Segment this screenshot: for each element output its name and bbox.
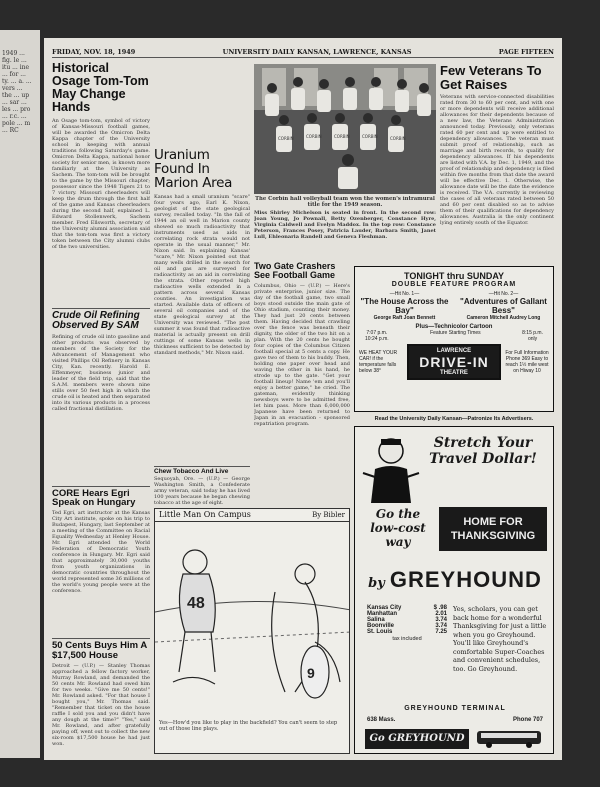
svg-text:CORBIN: CORBIN — [390, 136, 406, 141]
fare-table — [367, 605, 447, 642]
terminal-phone: Phone 707 — [512, 717, 543, 723]
article-uranium: Kansas had a small uranium "scare" four years ago, Earl K. Nixon, geologist of the state geological survey, recalled today. "In the fall of 1944 an oil well in Marion county showed so much radioactivity that instruments used as aids in correlating rock strata would not operate in the usual manner," Mr. Nixon said. In explaining Kansas' "scare," Mr. Nixon pointed out that many wells drilled in the search for oil and gas are surveyed for radioactivity as an aid in correlating the strata. Other reported high radioactive wells extended in a pattern across several Kansas counties. An investigation was started. Available data of officers of several oil companies and of the state geological survey at the University was reviewed. "The post summer it was found that radioactive material is actually present on drill cuttings of some Kansas wells in thickness sufficient to be detected by standard methods," Mr. Nixon said. — [154, 193, 250, 356]
headline-uranium: Uranium Found In Marion Area — [154, 148, 233, 192]
headline-fifty-cents: 50 Cents Buys Him A $17,500 House — [52, 640, 147, 662]
photo-caption-title: The Corbin hall volleyball team won the women's intramural title for the 1949 season. — [255, 196, 435, 208]
theatre-line1: TONIGHT thru SUNDAY — [403, 271, 504, 281]
svg-text:CORBIN: CORBIN — [334, 134, 350, 139]
divider — [154, 466, 250, 467]
little-man-cartoon — [154, 508, 350, 754]
article-veterans: Veterans with service-connected disabilities rated from 30 to 60 per cent, and with one or more dependents will receive additional allowances for their dependents because of a new law, the Veterans Administration announced today. Previously, only veterans rated 60 per cent and up were entitled to dependency allowances. The veteran must submit proof of relationship, such as marriage and birth records, to qualify for dependency allowances. If his dependents are listed with V.A. by Dec. 1, 1949, and the proof of relationship and dependency is filed within five months from that date the award will be effective Dec. 1. Otherwise, the allowance date will be the date the evidence is received. The V.A. currently is reviewing the cases of all veterans rated between 50 and 60 per cent disabled so as to advise them of their qualifications for dependency allowances. Australia is the only continent lying entirely south of the Equator. — [440, 94, 554, 227]
man-with-ticket-icon — [361, 433, 421, 503]
svg-text:CORBIN: CORBIN — [278, 136, 294, 141]
article-crashers: Columbus, Ohio — (U.P.) — Here's private enterprise, junior size. The day of the football game, two small boys stood outside the main gate of Ohio stadium, counting their money. They had just 20 cents between them. Having decided that crawling over the fence was beneath their dignity, the older of the two hit on a plan. With the 20 cents he bought four copies of the Columbus Citizen football special at 5 cents a copy. He gave two of them to his buddy. Then, holding one paper over head and waving the other in his hand, he strode up to the gate. "Get your football lineup! Name 'em and you'll enjoy a better game," he cried. The gateman, evidently thinking newsboys were to be admitted free, let him pass. More than 6,000,000 Japanese have been returned to Japan in an evacuation - sponsored repatriation program. — [254, 282, 350, 427]
photo-caption — [254, 196, 436, 256]
cartoon-drawing — [155, 522, 350, 718]
theatre-cartoon-line: Plus—Technicolor Cartoon — [415, 324, 493, 330]
terminal-address: 638 Mass. — [367, 717, 396, 723]
time-3: 8:15 p.m. — [522, 330, 543, 336]
greyhound-headline2: Travel Dollar! — [429, 451, 537, 467]
theatre-line2: DOUBLE FEATURE PROGRAM — [391, 281, 517, 288]
volleyball-team-photo — [254, 64, 436, 194]
cartoon-jersey-number2: 9 — [307, 665, 315, 682]
low-cost-text: low-cost — [370, 521, 426, 535]
go-the-text: Go the — [375, 507, 421, 521]
headline-crude-oil: Crude Oil Refining Observed By SAM — [52, 309, 140, 331]
cartoon-caption: Yes—How'd you like to play in the backfield? You can't seem to step out of those line plays. — [159, 720, 338, 733]
drive-in-main: DRIVE-IN — [419, 354, 489, 370]
time-2: 10:24 p.m. — [365, 336, 389, 342]
header-paper: UNIVERSITY DAILY KANSAN, LAWRENCE, KANSAS — [222, 47, 412, 56]
hit2-label: —Hit No. 2— — [488, 291, 519, 297]
column-veterans — [440, 64, 554, 264]
article-fifty-cents: Detroit — (U.P.) — Stanley Thomas approached a fellow factory worker, Murray Rowland, and demanded the 50 cents Mr. Rowland had owed him for two weeks. "Give me 50 cents!" Mr. Rowland asked. "For that house I bought you," Mr. Thomas said. "Remember that ticket on the house raffle I sold you and you didn't have any dough at the time?" "Yes," said Mr. Rowland, and after gratefully paying off, went out to collect the new six-room $17,500 house he had just won. — [52, 663, 150, 748]
column-crashers — [254, 262, 350, 506]
svg-text:CORBIN: CORBIN — [306, 134, 322, 139]
hit2-title: "Adventures of Gallant Bess" — [460, 297, 547, 315]
article-tomtom: An Osage tom-tom, symbol of victory of Kansas-Missouri football games, will be awarded the Omicron Delta Kappa chapter of the University school in keeping with annual traditions following Saturday's game. Omicron Delta Kappa, national honor society for senior men, is known more familiarly at the University as Sachem. The tom-tom will be brought to the game by the Missouri chapter; possessor since the 1948 Tigers 21 to 7 victory. Missouri cheerleaders will keep the drum through the first half of the game and Kansas cheerleaders during the second half, explained L. Edward Stollenwerk, Sachem member. Fred Ellsworth, secretary of the University alumni association said that the tom-tom was first a victory token between the City alumni clubs of the two universities. — [52, 117, 150, 250]
info-text: For Full Information Phone 369 Easy to reach 1½ mile west on Hiway 10 — [505, 350, 549, 374]
divider — [52, 308, 150, 309]
headline-tomtom: Historical Osage Tom-Tom May Change Hands — [52, 62, 149, 115]
greyhound-brand: GREYHOUND — [389, 567, 542, 592]
adjacent-page-text: 1949 ... fig. le ... itu ... ine ... for ... ty. ... a. ... vers ... the ... up ... sar ... les ... pro ... r.c. ... pole ... m ... RC — [2, 50, 32, 134]
cartoon-title: Little Man On Campus — [159, 510, 251, 519]
divider — [52, 638, 150, 639]
hit1-title: "The House Across the Bay" — [360, 297, 449, 315]
bus-icon — [475, 729, 545, 749]
fare-row: St. Louis 7.25 — [367, 629, 447, 635]
divider — [52, 486, 150, 487]
svg-text:CORBIN: CORBIN — [362, 134, 378, 139]
headline-veterans: Few Veterans To Get Raises — [440, 64, 542, 92]
time-4: only — [527, 336, 538, 342]
go-greyhound-banner: Go GREYHOUND — [365, 729, 469, 749]
drive-in-top: LAWRENCE — [436, 348, 472, 354]
greyhound-pitch: Yes, scholars, you can get back home for a wonderful Thanksgiving for just a little when you go Greyhound. You'll like Greyhound's comfortable Super-Coaches and convenient schedules, too. Go Greyhound. — [453, 605, 547, 673]
column-uranium — [154, 148, 250, 506]
article-core: Ted Egri, art instructor at the Kansas City Art institute, spoke on his trip to Budapest, Hungary, last September at a meeting of the Committee on Racial Equality Wednesday at Henley House. Mr. Egri attended the World Federation of Democratic Youth conference in Hungary. Mr. Egri said that approximately 30,000 youths from youth organizations in democratic countries throughout the world represented some 36 millions of the world's young people were at the conference. — [52, 510, 150, 595]
drive-in-theatre-ad — [354, 266, 554, 412]
time-1: 7:07 p.m. — [366, 330, 388, 336]
fare-row: Boonville 3.74 — [367, 623, 447, 629]
home-thanksgiving-banner: HOME FOR THANKSGIVING — [439, 507, 547, 551]
read-kansan-line: Read the University Daily Kansan—Patronize Its Advertisers. — [374, 416, 534, 422]
headline-chew-tobacco: Chew Tobacco And Live — [154, 467, 229, 475]
fare-row: Salina 3.74 — [367, 617, 447, 623]
drive-in-logo — [407, 344, 501, 380]
hit1-cast: George Raft Joan Bennett — [373, 315, 436, 321]
greyhound-terminal: GREYHOUND TERMINAL — [404, 705, 506, 712]
headline-core: CORE Hears Egri Speak on Hungary — [52, 487, 136, 509]
greyhound-ad — [354, 426, 554, 754]
fare-row: Kansas City $ .98 — [367, 605, 447, 611]
heater-text: WE HEAT YOUR CAR! if the temperature falls below 38° — [359, 350, 398, 374]
article-crude-oil: Refining of crude oil into gasoline and other products was observed by members of the Society for the Advancement of Management who visited Phillips Oil Refinery in Kansas City, Kan. recently. Harold E. Effenmeyer, business junior and leader of the field trip, said that the S.A.M. members were shown nine stills over 50 feet high in which the crude oil is heated and then separated into its various products in a process called fractional distillation. — [52, 333, 150, 412]
by-text: by — [368, 576, 385, 591]
greyhound-headline1: Stretch Your — [433, 435, 533, 451]
headline-crashers: Two Gate Crashers See Football Game — [254, 262, 336, 281]
hit1-label: —Hit No. 1— — [389, 291, 420, 297]
page-header — [52, 46, 554, 58]
drive-in-bottom: THEATRE — [440, 370, 468, 376]
adjacent-page-strip — [0, 30, 40, 758]
way-text: way — [385, 535, 411, 549]
hit2-cast: Cameron Mitchell Audrey Long — [466, 315, 541, 321]
column-left — [52, 62, 150, 754]
tax-note: tax included — [392, 636, 422, 642]
team-photo-image — [254, 64, 436, 194]
photo-caption-body: Miss Shirley Michelson is seated in front. In the second row: Joan Young, Jo Pownall, Betty Ozenberger, Constance Hyre, Virginia Caldwell and Evelyn Maddox. In the top row: Constance Peterson, Frances Posey, Patricia Lauder, Barbara Smith, Janet Lull, Ehleonaria Randell and Geneva Fleshman. — [254, 210, 436, 240]
header-date: FRIDAY, NOV. 18, 1949 — [52, 47, 136, 56]
fare-row: Manhattan 2.01 — [367, 611, 447, 617]
newspaper-page — [44, 38, 562, 760]
cartoon-jersey-number: 48 — [187, 595, 205, 613]
article-chew-tobacco: Sequoyah, Ore. — (U.P.) — George Washington Smith, a Confederate army veteran, said today he has lived 100 years because he began chewing tobacco at the age of eight. — [154, 476, 250, 506]
header-page: PAGE FIFTEEN — [498, 47, 554, 56]
cartoon-byline: By Bibler — [312, 511, 345, 519]
times-label: Feature Starting Times — [430, 330, 481, 336]
